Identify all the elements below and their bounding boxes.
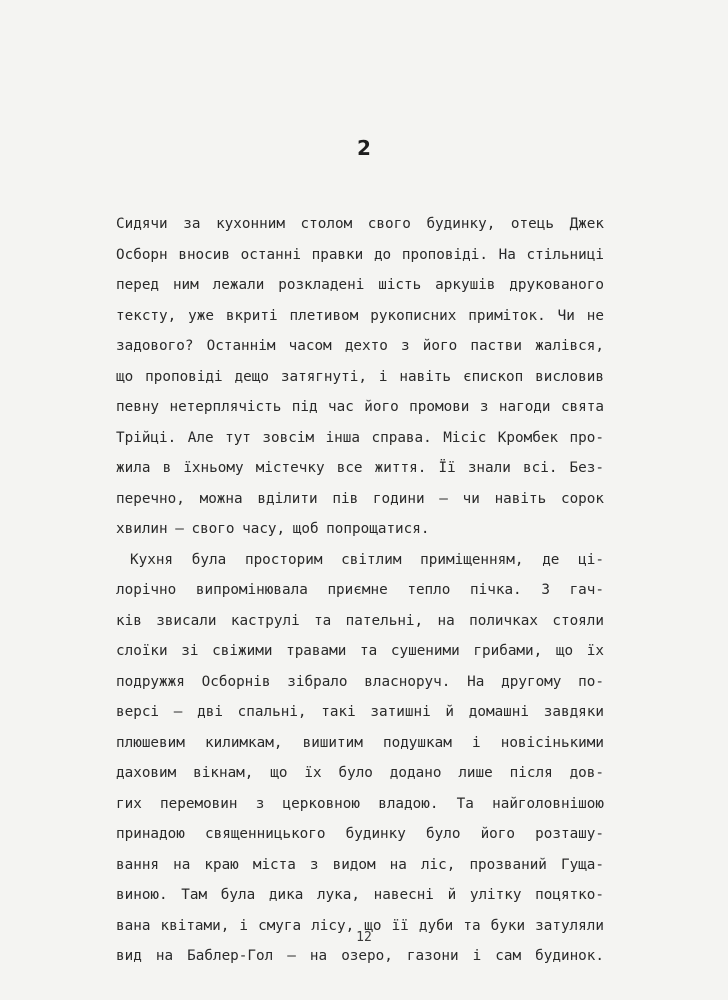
text-line: задового? Останнім часом дехто з його пастви жалівся, <box>116 338 604 354</box>
text-line: подружжя Осборнів зібрало власноруч. На другому по- <box>116 673 604 690</box>
text-line: тексту, уже вкриті плетивом рукописних приміток. Чи не <box>116 307 604 324</box>
text-line: вана квітами, і смуга лісу, що її дуби та буки затуляли <box>116 917 604 934</box>
text-line: гих перемовин з церковною владою. Та найголовнішою <box>116 795 604 812</box>
paragraph-2 <box>116 545 604 972</box>
text-line: перечно, можна вділити пів години — чи навіть сорок <box>116 490 604 507</box>
chapter-number: 2 <box>357 136 371 160</box>
text-line: версі — дві спальні, такі затишні й домашні завдяки <box>116 704 604 720</box>
text-line: плюшевим килимкам, вишитим подушкам і новісінькими <box>116 734 604 751</box>
text-line: що проповіді дещо затягнуті, і навіть єпископ висловив <box>116 368 604 385</box>
text-line: Осборн вносив останні правки до проповіді. На стільниці <box>116 246 604 263</box>
text-line: принадою священницького будинку було його розташу- <box>116 826 604 842</box>
text-line: жила в їхньому містечку все життя. Її знали всі. Без- <box>116 460 604 476</box>
text-line: хвилин — свого часу, щоб попрощатися. <box>116 521 430 537</box>
body-text <box>116 209 604 972</box>
text-line: слоїки зі свіжими травами та сушеними грибами, що їх <box>116 643 604 659</box>
text-line: вид на Баблер-Гол — на озеро, газони і сам будинок. <box>116 948 604 964</box>
text-line: даховим вікнам, що їх було додано лише після дов- <box>116 765 604 781</box>
page-number: 12 <box>356 930 372 945</box>
text-line: вання на краю міста з видом на ліс, прозваний Гуща- <box>116 856 604 873</box>
paragraph-1 <box>116 209 604 545</box>
text-line: виною. Там була дика лука, навесні й улітку поцятко- <box>116 887 604 903</box>
text-line: лорічно випромінювала приємне тепло пічка. З гач- <box>116 582 604 598</box>
text-line: перед ним лежали розкладені шість аркушів друкованого <box>116 277 604 293</box>
text-line: Кухня була просторим світлим приміщенням, де ці- <box>130 551 604 568</box>
text-line: ків звисали каструлі та пательні, на поличках стояли <box>116 612 604 629</box>
text-line: Сидячи за кухонним столом свого будинку, отець Джек <box>116 216 604 232</box>
text-line: певну нетерплячість під час його промови з нагоди свята <box>116 399 604 415</box>
text-line: Трійці. Але тут зовсім інша справа. Місіс Кромбек про- <box>116 429 604 446</box>
